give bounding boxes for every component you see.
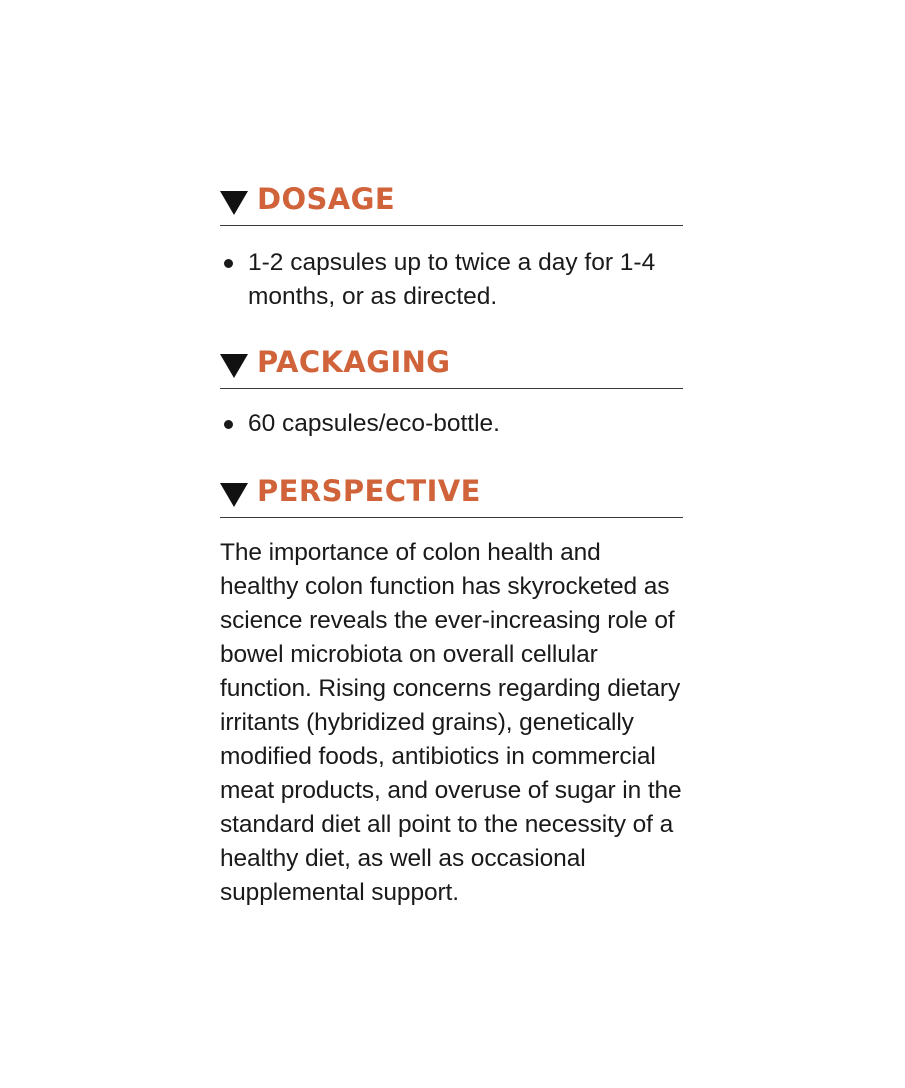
dosage-heading-text: DOSAGE xyxy=(257,182,396,216)
perspective-heading xyxy=(220,475,683,518)
bullet-icon xyxy=(224,420,233,429)
perspective-heading-text: PERSPECTIVE xyxy=(257,474,481,508)
dosage-section xyxy=(220,183,683,314)
packaging-heading-text: PACKAGING xyxy=(257,345,451,379)
packaging-heading xyxy=(220,346,683,389)
packaging-list xyxy=(220,407,683,441)
dosage-list xyxy=(220,246,683,314)
perspective-section xyxy=(220,475,683,910)
triangle-down-icon xyxy=(220,483,248,507)
dosage-item-text: 1-2 capsules up to twice a day for 1-4 months, or as directed. xyxy=(248,249,656,310)
triangle-down-icon xyxy=(220,191,248,215)
list-item xyxy=(220,246,683,314)
packaging-item-text: 60 capsules/eco-bottle. xyxy=(248,410,500,437)
dosage-heading xyxy=(220,183,683,226)
perspective-body: The importance of colon health and healthy colon function has skyrocketed as science reveals the ever-increasing role of bowel microbiota on overall cellular function. Rising concerns regarding dietary irritants (hybridized grains), genetically modified foods, antibiotics in commercial meat products, and overuse of sugar in the standard diet all point to the necessity of a healthy diet, as well as occasional supplemental support. xyxy=(220,539,682,906)
packaging-section xyxy=(220,346,683,441)
list-item xyxy=(220,407,683,441)
bullet-icon xyxy=(224,259,233,268)
triangle-down-icon xyxy=(220,354,248,378)
